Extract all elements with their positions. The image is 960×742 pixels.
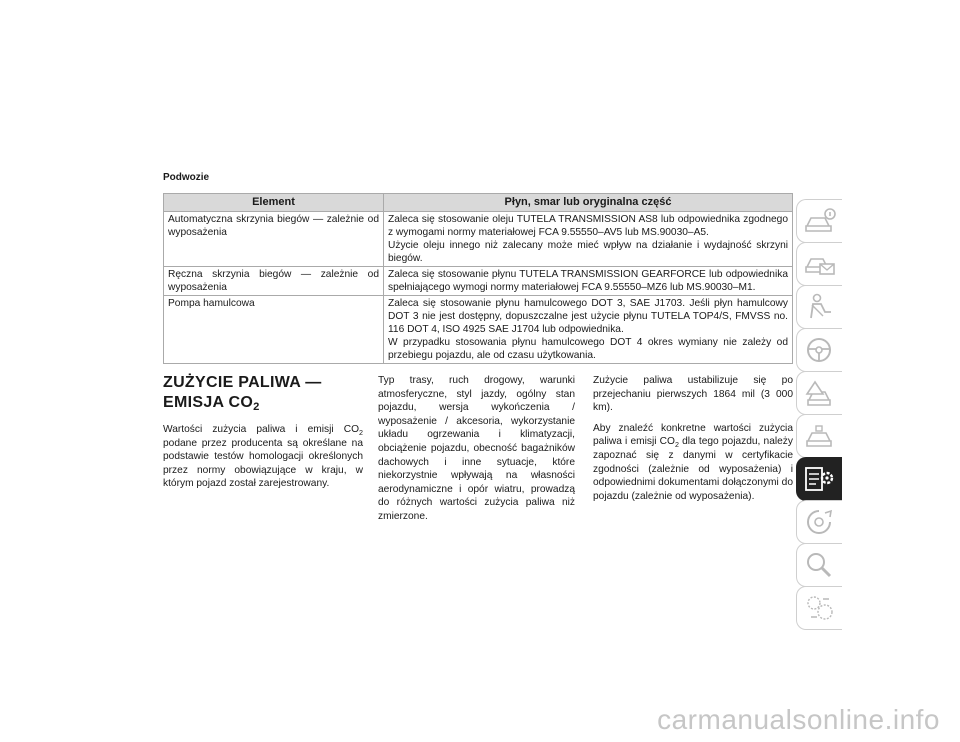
tab-emergency-car[interactable] bbox=[796, 414, 842, 458]
table-row bbox=[164, 296, 793, 364]
tab-steering-wheel[interactable] bbox=[796, 328, 842, 372]
text-column-1 bbox=[163, 423, 363, 498]
tab-seat-safety[interactable] bbox=[796, 285, 842, 329]
watermark: carmanualsonline.info bbox=[657, 704, 940, 735]
chapter-tabs bbox=[796, 200, 842, 630]
cell-element: Automatyczna skrzynia biegów — zależnie od wyposażenia bbox=[164, 212, 384, 267]
specs-gear-icon bbox=[803, 464, 837, 494]
chapter-heading bbox=[163, 373, 373, 413]
paragraph-text: dla tego pojazdu, należy zapoznać się z danymi w certyfikacie zgodności (zależnie od wyposażenia) i odpowiednimi dokumentami dołączonymi do pojazdu (zależnie od wyposażenia). bbox=[593, 436, 793, 502]
tab-warning-car[interactable] bbox=[796, 371, 842, 415]
cell-spec bbox=[384, 212, 793, 267]
cell-element: Pompa hamulcowa bbox=[164, 296, 384, 364]
paragraph bbox=[163, 423, 363, 491]
spec-line: W przypadku stosowania płynu hamulcowego DOT 4 okres wymiany nie zależy od przebiegu pojazdu, ale od czasu użytkowania. bbox=[388, 337, 788, 361]
car-info-icon bbox=[803, 206, 837, 236]
heading-subscript: 2 bbox=[253, 401, 260, 413]
seat-safety-icon bbox=[803, 292, 837, 322]
tab-multimedia[interactable] bbox=[796, 500, 842, 544]
tab-search[interactable] bbox=[796, 543, 842, 587]
table-header-row bbox=[164, 194, 793, 212]
fluids-table bbox=[163, 193, 793, 364]
cell-spec bbox=[384, 296, 793, 364]
paragraph-text: Wartości zużycia paliwa i emisji CO bbox=[163, 424, 360, 435]
tab-specs[interactable] bbox=[796, 457, 842, 501]
subscript: 2 bbox=[359, 429, 363, 437]
tab-car-info[interactable] bbox=[796, 199, 842, 243]
subscript: 2 bbox=[674, 441, 679, 450]
tab-language[interactable] bbox=[796, 586, 842, 630]
warning-car-icon bbox=[803, 378, 837, 408]
table-row bbox=[164, 212, 793, 267]
section-title: Podwozie bbox=[163, 172, 210, 183]
cell-element: Ręczna skrzynia biegów — zależnie od wyposażenia bbox=[164, 267, 384, 296]
multimedia-icon bbox=[803, 507, 837, 537]
cell-spec bbox=[384, 267, 793, 296]
column-header-fluid: Płyn, smar lub oryginalna część bbox=[384, 194, 793, 212]
spec-line: Zaleca się stosowanie płynu TUTELA TRANSMISSION GEARFORCE lub odpowiednika spełniającego wymogi normy materiałowej FCA 9.55550–MZ6 lub MS.90030–M1. bbox=[388, 269, 788, 293]
paragraph: Zużycie paliwa ustabilizuje się po przejechaniu pierwszych 1864 mil (3 000 km). bbox=[593, 375, 793, 414]
paragraph-text: podane przez producenta są określane na podstawie testów homologacji określonych przez normy obowiązujące w kraju, w którym pojazd został zarejestrowany. bbox=[163, 437, 363, 490]
heading-text: ZUŻYCIE PALIWA — EMISJA CO bbox=[163, 374, 322, 411]
paragraph: Typ trasy, ruch drogowy, warunki atmosferyczne, styl jazdy, ogólny stan pojazdu, wersja wykończenia / wyposażenie / akcesoria, wykorzystanie układu ogrzewania i klimatyzacji, obciążenie pojazdu, obecność bagażników dachowych i inne sytuacje, które niekorzystnie wpływają na własności aerodynamiczne i opór wiatru, prowadzą do różnych wartości zużycia paliwa niż zmierzone. bbox=[378, 375, 575, 522]
search-icon bbox=[803, 550, 837, 580]
table-row bbox=[164, 267, 793, 296]
spec-line: Zaleca się stosowanie płynu hamulcowego DOT 3, SAE J1703. Jeśli płyn hamulcowy DOT 3 nie jest dostępny, dopuszczalne jest użycie płynu TUTELA TOP4/S, FMVSS no. 116 DOT 4, ISO 4925 SAE J1704 lub odpowiednika. bbox=[388, 298, 788, 335]
text-column-3 bbox=[593, 374, 793, 510]
emergency-car-icon bbox=[803, 421, 837, 451]
text-column-2 bbox=[378, 374, 575, 531]
paragraph-text: Aby znaleźć konkretne wartości zużycia paliwa i emisji CO bbox=[593, 422, 793, 448]
steering-wheel-icon bbox=[803, 335, 837, 365]
column-header-element: Element bbox=[164, 194, 384, 212]
mail-icon bbox=[803, 249, 837, 279]
spec-line: Użycie oleju innego niż zalecany może mieć wpływ na działanie i wydajność skrzyni biegów. bbox=[388, 240, 788, 264]
tab-mail[interactable] bbox=[796, 242, 842, 286]
spec-line: Zaleca się stosowanie oleju TUTELA TRANSMISSION AS8 lub odpowiednika zgodnego z wymogami normy materiałowej FCA 9.55550–AV5 lub MS.90030–A5. bbox=[388, 214, 788, 238]
language-icon bbox=[803, 593, 837, 623]
paragraph bbox=[593, 422, 793, 504]
